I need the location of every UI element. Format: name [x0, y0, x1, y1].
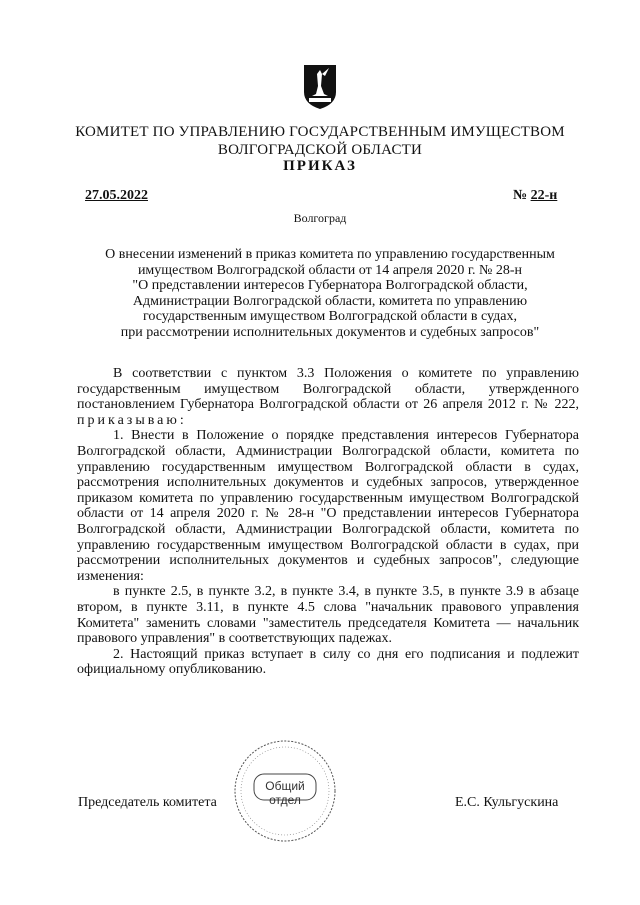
subject-line: О внесении изменений в приказ комитета по управлению государственным [105, 247, 555, 262]
stamp [232, 738, 338, 844]
document-number [513, 188, 557, 204]
subject-line: государственным имуществом Волгоградской области в судах, [143, 309, 517, 324]
document-type: ПРИКАЗ [283, 158, 357, 174]
coat-of-arms-icon [303, 64, 337, 110]
signatory-name: Е.С. Кульгускина [455, 795, 559, 810]
org-name-line2: ВОЛГОГРАДСКОЙ ОБЛАСТИ [217, 142, 423, 158]
signatory-title: Председатель комитета [78, 795, 217, 810]
decree-word: приказываю: [77, 412, 187, 428]
city: Волгоград [293, 211, 347, 225]
body-item-1-change: в пункте 2.5, в пункте 3.2, в пункте 3.4, в пункте 3.5, в пункте 3.9 в абзаце втором, в пункте 3.11, в пункте 4.5 слова "начальник правового управления Комитета" заменить словами "заместитель председателя Комитета — начальник правового управления" в соответствующих падежах. [77, 584, 579, 647]
subject-line: Администрации Волгоградской области, комитета по управлению [132, 293, 528, 309]
document-date: 27.05.2022 [85, 188, 148, 203]
stamp-text: Общий отдел [265, 779, 305, 807]
subject-line: имуществом Волгоградской области от 14 апреля 2020 г. № 28-н [137, 262, 523, 278]
body-intro [77, 366, 579, 428]
document-body [77, 366, 579, 678]
subject-line: при рассмотрении исполнительных документов и судебных запросов" [120, 324, 540, 340]
document-subject [70, 247, 590, 340]
number-value: 22-н [530, 188, 558, 203]
body-item-2: 2. Настоящий приказ вступает в силу со дня его подписания и подлежит официальному опубликованию. [77, 646, 579, 678]
org-name-line1: КОМИТЕТ ПО УПРАВЛЕНИЮ ГОСУДАРСТВЕННЫМ ИМУЩЕСТВОМ [75, 124, 565, 140]
body-item-1: 1. Внести в Положение о порядке представления интересов Губернатора Волгоградской области, Администрации Волгоградской области, комитета по управлению государственным имуществом Волгоградской области в судах, рассмотрения исполнительных документов и судебных запросов, утвержденное приказом комитета по управлению государственным имуществом Волгоградской области от 14 апреля 2020 г. № 28-н "О представлении интересов Губернатора Волгоградской области, Администрации Волгоградской области, комитета по управлению государственным имуществом Волгоградской области в судах, при рассмотрении исполнительных документов и судебных запросов", следующие изменения: [77, 428, 579, 584]
subject-line: "О представлении интересов Губернатора Волгоградской области, [132, 278, 528, 293]
number-label: № [513, 188, 528, 203]
intro-text: В соответствии с пунктом 3.3 Положения о комитете по управлению государственным имуществом Волгоградской области, утвержденного постановлением Губернатора Волгоградской области от 26 апреля 2012 г. № 222, [77, 366, 579, 413]
